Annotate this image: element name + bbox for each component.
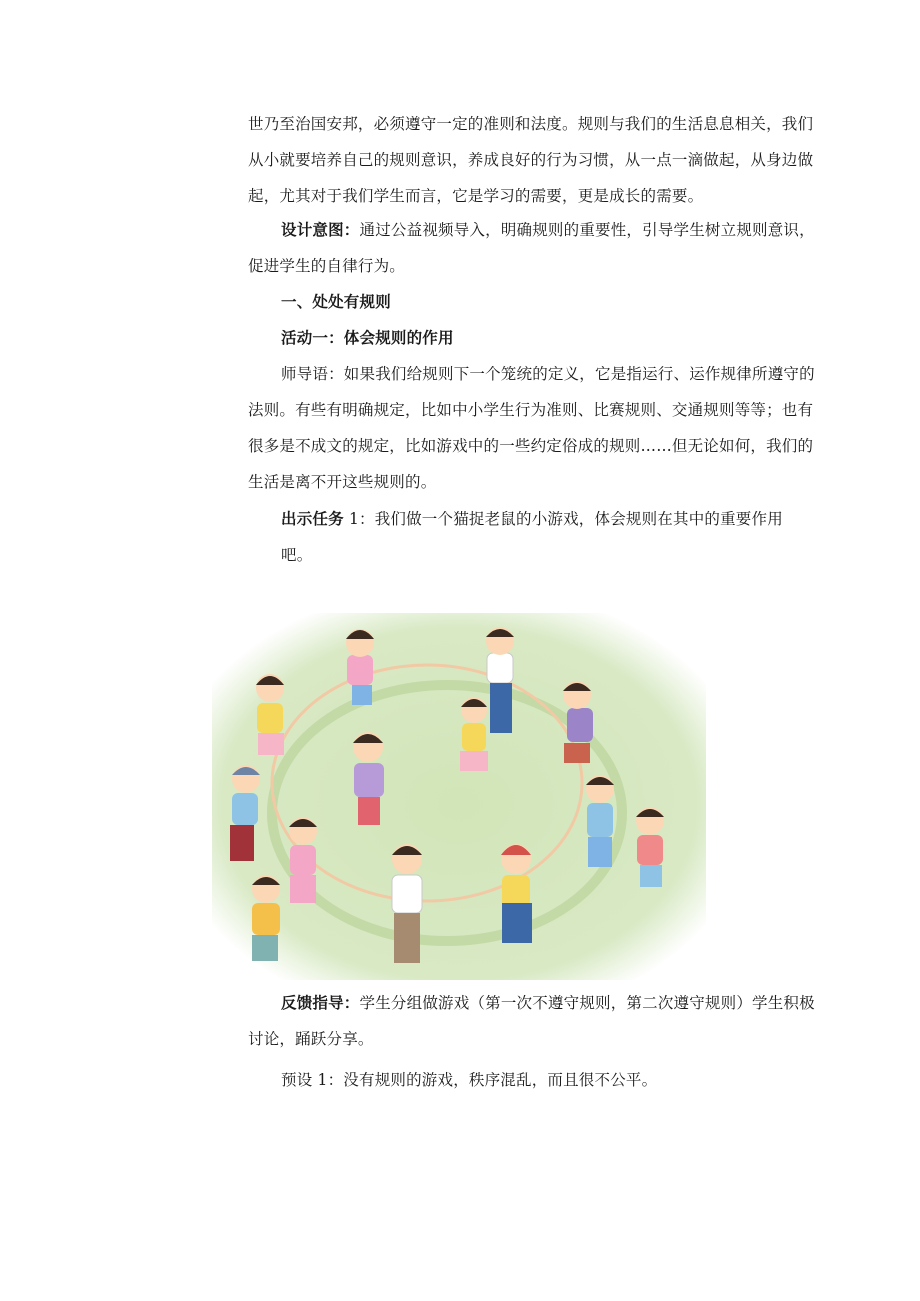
preset-paragraph: 预设 1：没有规则的游戏，秩序混乱，而且很不公平。 xyxy=(281,1071,658,1089)
design-intent-text: 通过公益视频导入，明确规则的重要性，引导学生树立规则意识，促进学生的自律行为。 xyxy=(248,221,815,275)
intro-paragraph: 世乃至治国安邦，必须遵守一定的准则和法度。规则与我们的生活息息相关，我们从小就要培养自己的规则意识，养成良好的行为习惯，从一点一滴做起，从身边做起，尤其对于我们学生而言，它是学习的需要，更是成长的需要。 xyxy=(248,115,814,205)
child-figure xyxy=(460,697,488,771)
design-intent-paragraph xyxy=(248,212,828,284)
child-figure xyxy=(501,844,532,943)
child-figure xyxy=(586,775,614,867)
child-figure xyxy=(486,627,514,733)
children-circle-illustration xyxy=(212,613,706,980)
child-figure xyxy=(392,844,422,963)
child-figure xyxy=(636,807,664,887)
teacher-intro-paragraph: 师导语：如果我们给规则下一个笼统的定义，它是指运行、运作规律所遵守的法则。有些有明确规定，比如中小学生行为准则、比赛规则、交通规则等等；也有很多是不成文的规定，比如游戏中的一些约定俗成的规则……但无论如何，我们的生活是离不开这些规则的。 xyxy=(248,365,815,491)
child-figure xyxy=(256,674,284,755)
child-figure xyxy=(563,681,593,763)
section-heading: 一、处处有规则 xyxy=(281,292,391,311)
feedback-label: 反馈指导： xyxy=(281,993,360,1012)
design-intent-label: 设计意图： xyxy=(281,220,360,239)
feedback-paragraph xyxy=(248,985,828,1057)
activity-heading: 活动一：体会规则的作用 xyxy=(281,328,454,347)
task-tail: 吧。 xyxy=(281,546,313,564)
child-figure xyxy=(252,875,280,961)
task-label: 出示任务 xyxy=(281,509,344,528)
child-figure xyxy=(289,817,317,903)
task-text: 1：我们做一个猫捉老鼠的小游戏，体会规则在其中的重要作用 xyxy=(343,510,783,528)
task-paragraph xyxy=(248,501,828,537)
feedback-text: 学生分组做游戏（第一次不遵守规则，第二次遵守规则）学生积极讨论，踊跃分享。 xyxy=(248,994,815,1048)
